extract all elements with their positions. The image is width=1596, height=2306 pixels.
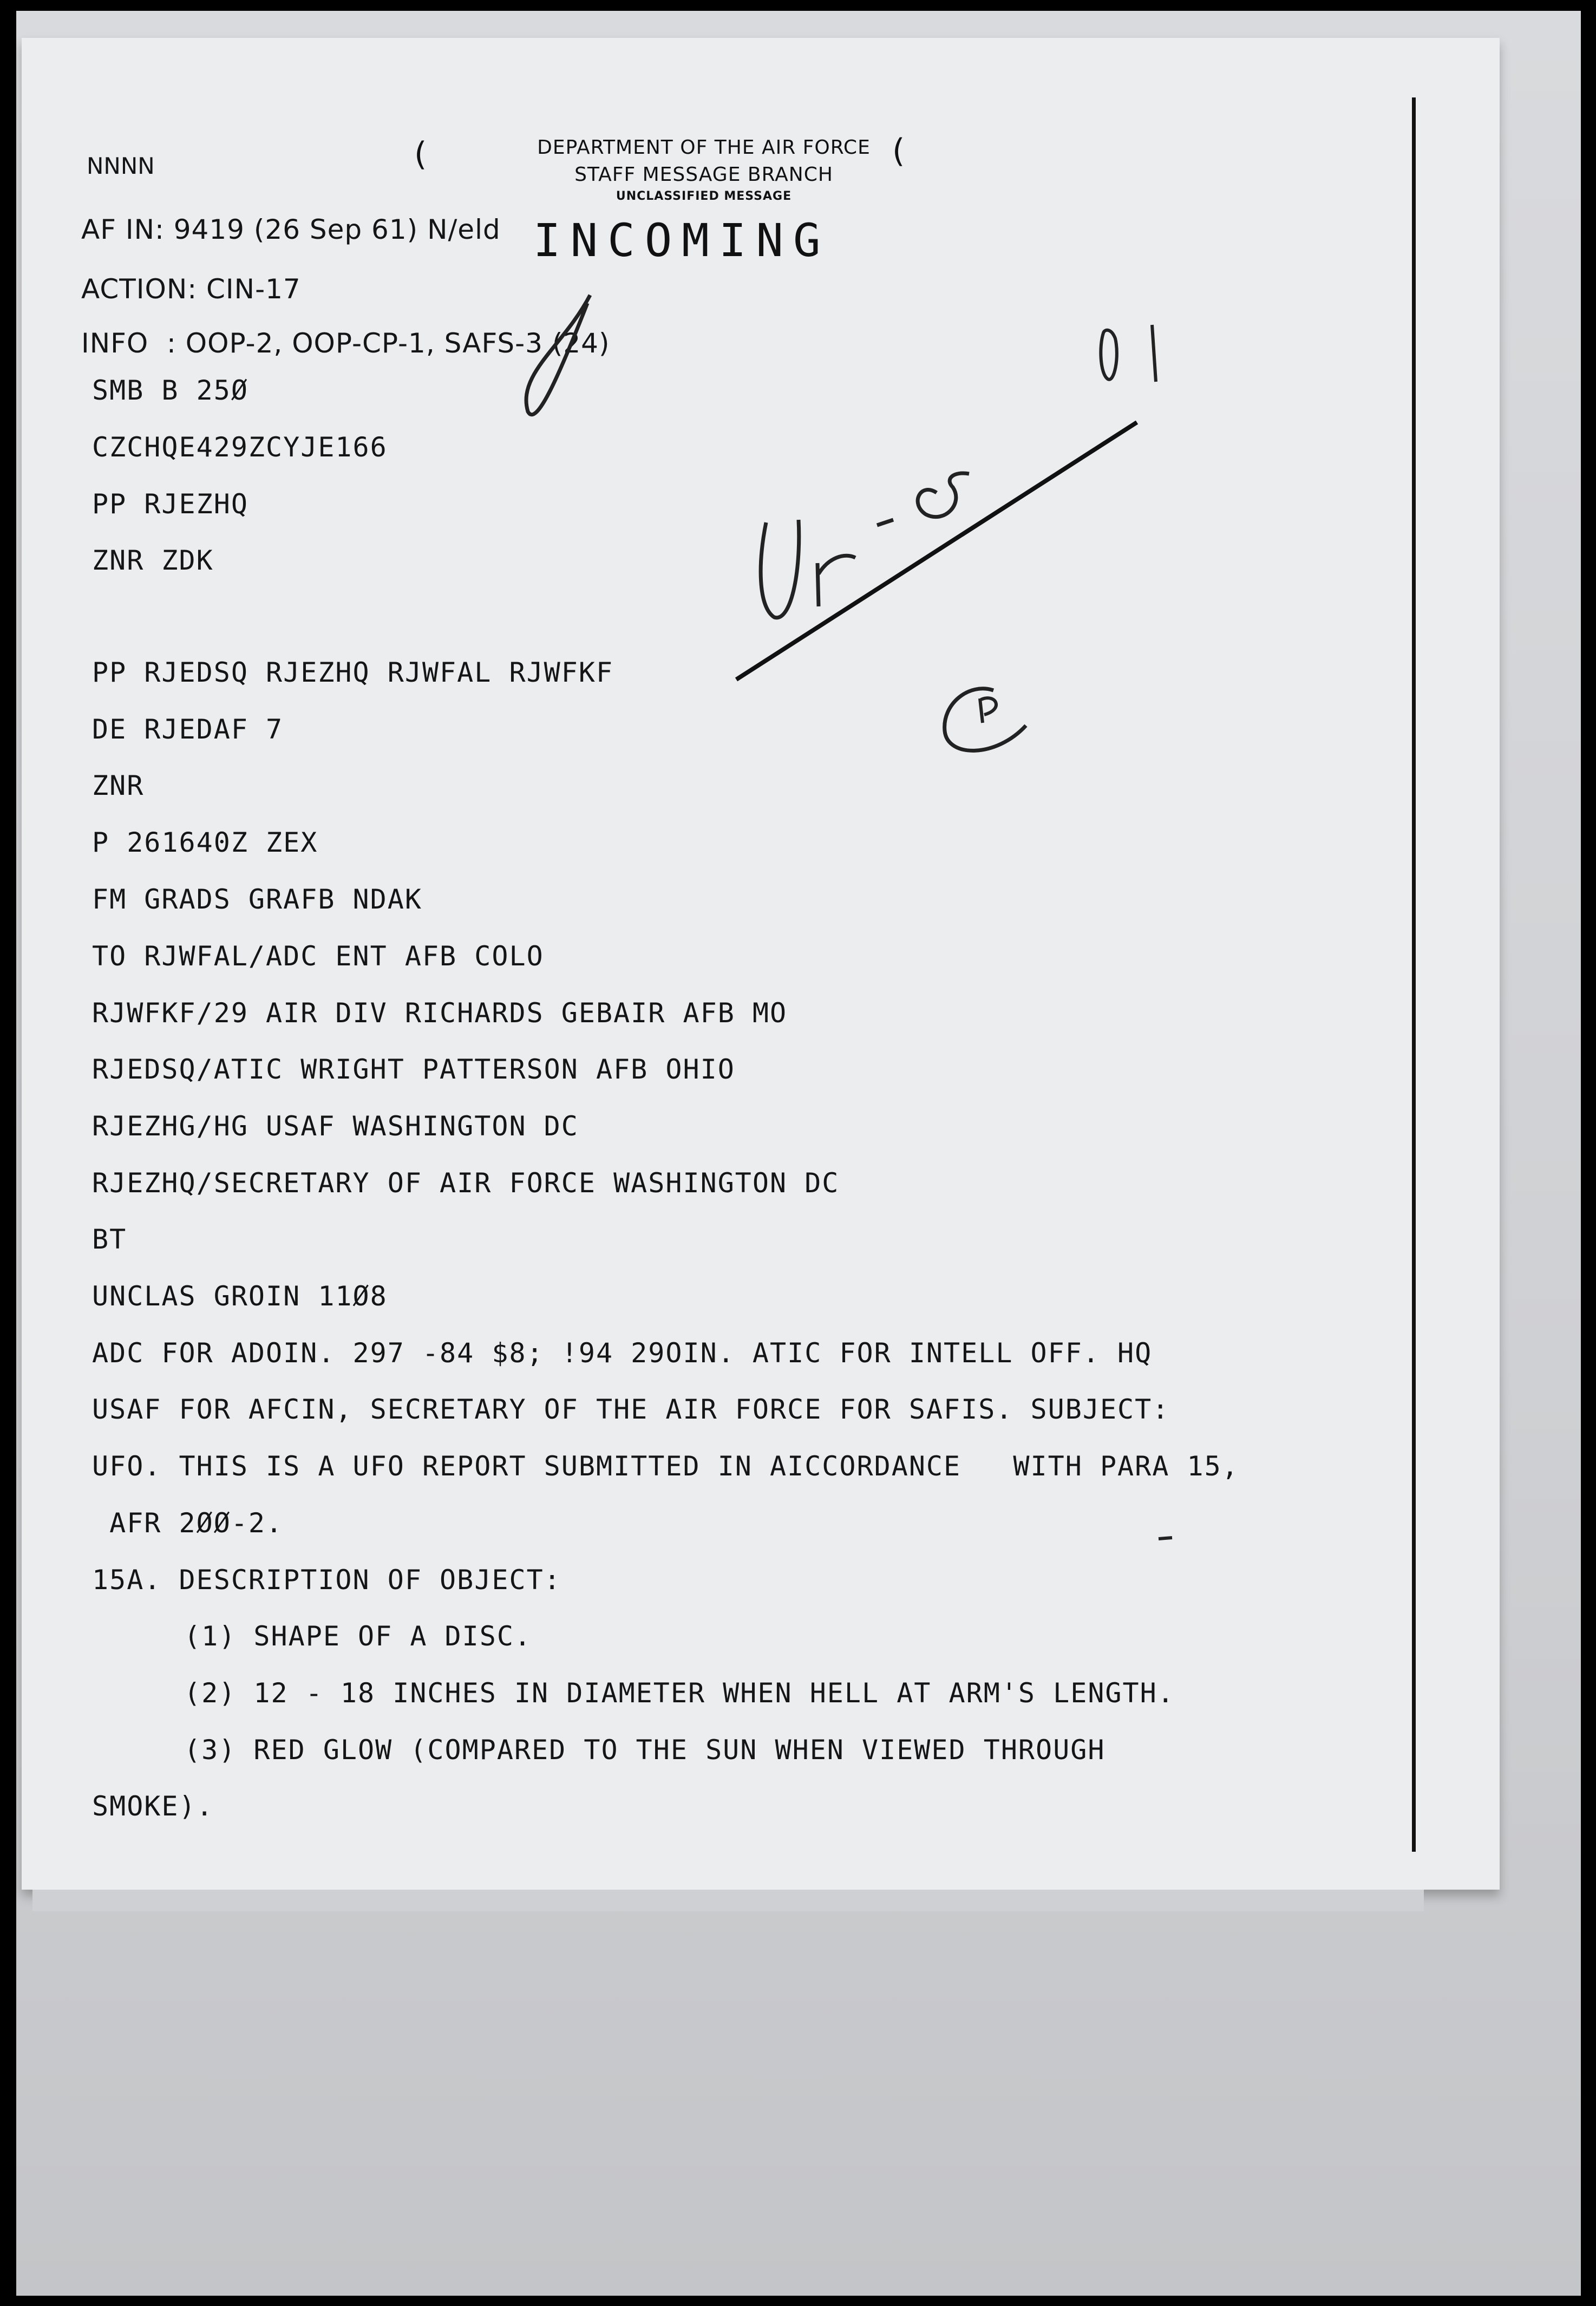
message-line: 15A. DESCRIPTION OF OBJECT: xyxy=(92,1564,561,1596)
handwritten-o xyxy=(918,473,969,517)
message-line: ZNR ZDK xyxy=(92,545,214,576)
classification-label: UNCLASSIFIED MESSAGE xyxy=(616,190,792,203)
message-line: RJEZHG/HG USAF WASHINGTON DC xyxy=(92,1110,579,1142)
message-line: RJWFKF/29 AIR DIV RICHARDS GEBAIR AFB MO xyxy=(92,997,788,1029)
info-line: INFO : OOP-2, OOP-CP-1, SAFS-3 (24) xyxy=(81,328,610,359)
message-line: ADC FOR ADOIN. 297 -84 $8; !94 29OIN. ATIC FOR INTELL OFF. HQ xyxy=(92,1337,1153,1369)
left-paren-mark: ( xyxy=(414,135,427,173)
message-line: PP RJEZHQ xyxy=(92,488,248,520)
message-line: ZNR xyxy=(92,770,145,801)
message-line: (3) RED GLOW (COMPARED TO THE SUN WHEN VIEWED THROUGH xyxy=(184,1734,1106,1766)
message-line: UNCLAS GROIN 11Ø8 xyxy=(92,1281,388,1312)
message-line: UFO. THIS IS A UFO REPORT SUBMITTED IN AICCORDANCE WITH PARA 15, xyxy=(92,1451,1239,1482)
circled-letter xyxy=(980,698,996,723)
handwritten-zero xyxy=(1101,330,1117,380)
message-line: SMB B 25Ø xyxy=(92,375,248,406)
check-mark xyxy=(526,295,590,415)
message-line: CZCHQE429ZCYJE166 xyxy=(92,432,388,463)
message-line: (1) SHAPE OF A DISC. xyxy=(184,1621,532,1652)
nnnn-marker: NNNN xyxy=(87,153,155,179)
message-line: P 261640Z ZEX xyxy=(92,827,318,858)
handwritten-dash xyxy=(877,520,893,525)
message-line: RJEZHQ/SECRETARY OF AIR FORCE WASHINGTON DC xyxy=(92,1167,840,1199)
action-line: ACTION: CIN-17 xyxy=(81,273,301,305)
handwritten-u xyxy=(761,520,799,618)
handwritten-one xyxy=(1152,325,1156,382)
af-in-line: AF IN: 9419 (26 Sep 61) N/eld xyxy=(81,214,501,245)
message-line: USAF FOR AFCIN, SECRETARY OF THE AIR FORCE FOR SAFIS. SUBJECT: xyxy=(92,1394,1170,1425)
message-line: RJEDSQ/ATIC WRIGHT PATTERSON AFB OHIO xyxy=(92,1054,735,1085)
message-line: SMOKE). xyxy=(92,1791,214,1822)
message-line: TO RJWFAL/ADC ENT AFB COLO xyxy=(92,940,544,972)
message-line: (2) 12 - 18 INCHES IN DIAMETER WHEN HELL AT ARM'S LENGTH. xyxy=(184,1677,1175,1709)
underline-stroke xyxy=(736,422,1137,680)
message-line: FM GRADS GRAFB NDAK xyxy=(92,884,422,915)
message-line: DE RJEDAF 7 xyxy=(92,714,284,745)
department-heading: DEPARTMENT OF THE AIR FORCE xyxy=(537,136,871,159)
branch-heading: STAFF MESSAGE BRANCH xyxy=(574,164,833,186)
right-paren-mark: ( xyxy=(892,132,905,170)
message-line: BT xyxy=(92,1224,127,1255)
handwritten-r xyxy=(817,556,855,606)
message-line: AFR 2ØØ-2. xyxy=(92,1507,284,1539)
message-line: PP RJEDSQ RJEZHQ RJWFAL RJWFKF xyxy=(92,657,614,688)
incoming-title: INCOMING xyxy=(533,214,830,267)
stray-mark xyxy=(1159,1538,1172,1539)
